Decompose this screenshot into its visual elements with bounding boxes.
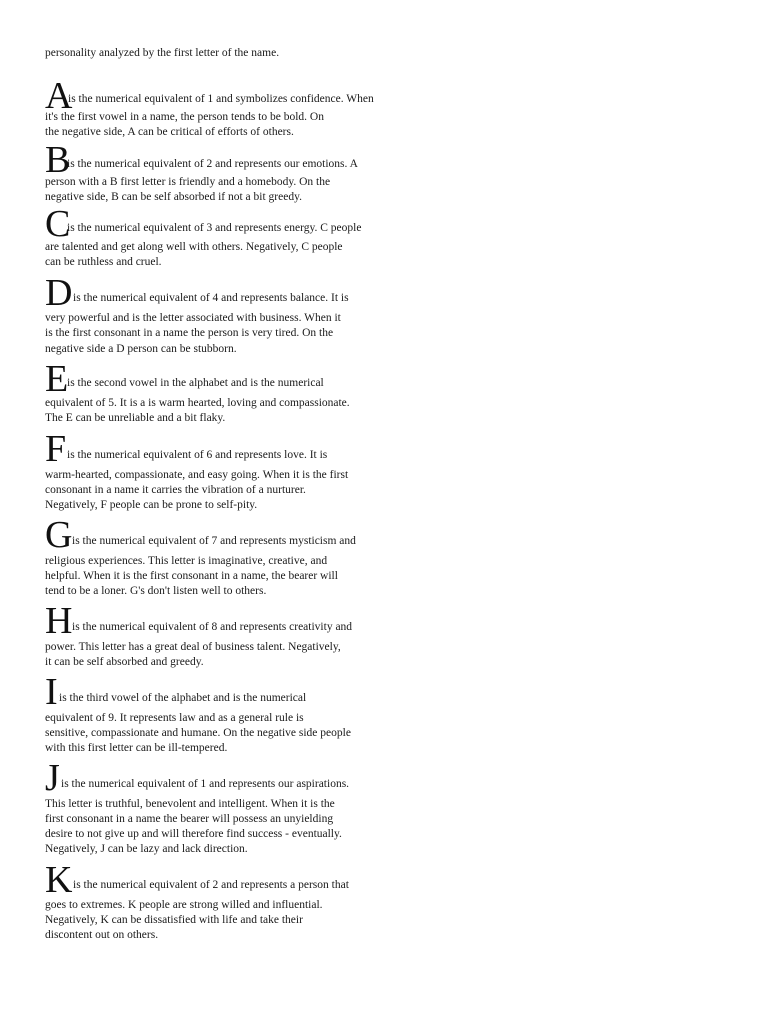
dropcap-letter: B <box>45 139 71 181</box>
entry-line: This letter is truthful, benevolent and intelligent. When it is the <box>45 798 335 810</box>
dropcap-letter: I <box>45 671 58 713</box>
entry-line: desire to not give up and will therefore find success - eventually. <box>45 828 342 840</box>
entry-line: tend to be a loner. G's don't listen well to others. <box>45 585 267 597</box>
entry-line: are talented and get along well with others. Negatively, C people <box>45 241 343 253</box>
entry-first-line: is the numerical equivalent of 4 and represents balance. It is <box>73 292 349 304</box>
entry-line: equivalent of 5. It is a is warm hearted, loving and compassionate. <box>45 397 350 409</box>
entry-line: sensitive, compassionate and humane. On the negative side people <box>45 727 351 739</box>
entry-line: Negatively, J can be lazy and lack direction. <box>45 843 248 855</box>
entry-first-line: is the numerical equivalent of 2 and represents our emotions. A <box>67 158 358 170</box>
dropcap-letter: F <box>45 428 67 470</box>
dropcap-letter: C <box>45 203 71 245</box>
entry-first-line: is the numerical equivalent of 3 and represents energy. C people <box>67 222 362 234</box>
entry-line: The E can be unreliable and a bit flaky. <box>45 412 226 424</box>
entry-first-line: is the numerical equivalent of 1 and represents our aspirations. <box>61 778 350 790</box>
entry-line: warm-hearted, compassionate, and easy going. When it is the first <box>45 469 349 481</box>
entry-line: with this first letter can be ill-tempered. <box>45 742 228 754</box>
entry-line: negative side a D person can be stubborn. <box>45 343 237 355</box>
entry-line: consonant in a name it carries the vibration of a nurturer. <box>45 484 306 496</box>
intro-text: personality analyzed by the first letter of the name. <box>45 47 280 59</box>
entry-first-line: is the third vowel of the alphabet and is the numerical <box>59 692 307 704</box>
entry-line: person with a B first letter is friendly and a homebody. On the <box>45 176 331 188</box>
entry-first-line: is the numerical equivalent of 1 and symbolizes confidence. When <box>68 93 374 105</box>
entry-first-line: is the second vowel in the alphabet and is the numerical <box>67 377 324 389</box>
entry-line: first consonant in a name the bearer will possess an unyielding <box>45 813 334 825</box>
entry-line: is the first consonant in a name the person is very tired. On the <box>45 327 334 339</box>
entry-first-line: is the numerical equivalent of 8 and represents creativity and <box>72 621 353 633</box>
entry-line: goes to extremes. K people are strong willed and influential. <box>45 899 323 911</box>
dropcap-letter: D <box>45 272 73 314</box>
entry-line: religious experiences. This letter is imaginative, creative, and <box>45 555 328 567</box>
entry-first-line: is the numerical equivalent of 7 and represents mysticism and <box>72 535 356 547</box>
entry-line: it's the first vowel in a name, the person tends to be bold. On <box>45 111 324 123</box>
entry-line: it can be self absorbed and greedy. <box>45 656 204 668</box>
entry-first-line: is the numerical equivalent of 6 and represents love. It is <box>67 449 328 461</box>
entry-line: the negative side, A can be critical of efforts of others. <box>45 126 294 138</box>
entry-first-line: is the numerical equivalent of 2 and represents a person that <box>73 879 349 891</box>
entry-line: can be ruthless and cruel. <box>45 256 162 268</box>
dropcap-letter: G <box>45 514 73 556</box>
entry-line: Negatively, K can be dissatisfied with life and take their <box>45 914 303 926</box>
dropcap-letter: K <box>45 859 73 901</box>
dropcap-letter: A <box>45 75 73 117</box>
entry-line: discontent out on others. <box>45 929 159 941</box>
entry-line: very powerful and is the letter associated with business. When it <box>45 312 341 324</box>
dropcap-letter: J <box>45 757 60 799</box>
entry-line: helpful. When it is the first consonant in a name, the bearer will <box>45 570 338 582</box>
dropcap-letter: E <box>45 358 69 400</box>
entry-line: equivalent of 9. It represents law and as a general rule is <box>45 712 304 724</box>
entry-line: negative side, B can be self absorbed if not a bit greedy. <box>45 191 302 203</box>
entry-line: power. This letter has a great deal of business talent. Negatively, <box>45 641 341 653</box>
dropcap-letter: H <box>45 600 73 642</box>
entry-line: Negatively, F people can be prone to self-pity. <box>45 499 258 511</box>
